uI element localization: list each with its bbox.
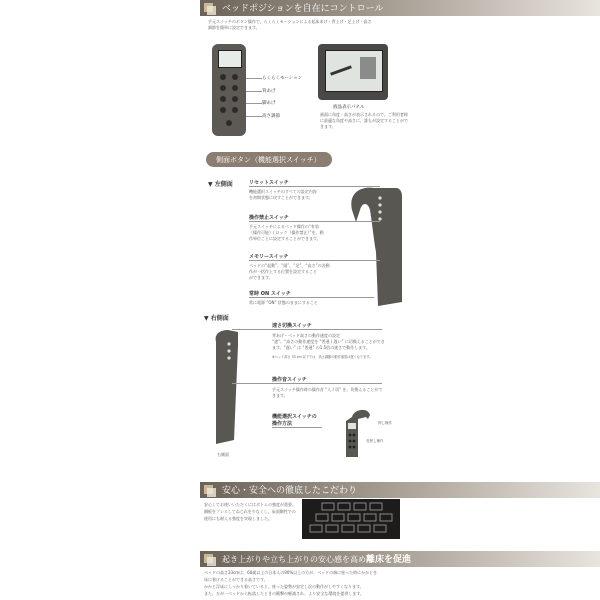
header-ornament-icon <box>207 557 216 566</box>
speed-title: 速さ切換スイッチ <box>272 323 312 329</box>
remote-lcd-icon <box>218 50 242 68</box>
memory-desc-1: ベッドの“起動”、“頭”、“足”、“高さ”の各動 <box>249 263 330 268</box>
reset-desc-2: を初期状態に戻すことができます。 <box>249 195 313 200</box>
method-title-2: 操作方法 <box>272 421 293 427</box>
lcd-desc-1: 画面に角度・高さが表示されるので、ご利用者様 <box>320 112 408 117</box>
lcd-desc-3: きます。 <box>320 124 336 129</box>
speed-desc-3: ます。“遅い” は “普通” の1.5倍の速さで動作します。 <box>272 345 370 350</box>
remote-button-icon <box>232 85 238 91</box>
section4-title-a: 起き上がりや立ち上がりの安心感を高め <box>222 555 366 564</box>
side-buttons-tag <box>206 152 332 167</box>
section4-desc-4: また、万が一ベッドから転落したときの衝撃が軽減され、より安全な環境を提供します。 <box>204 591 364 596</box>
reset-desc-1: 機能選択スイッチのすべての設定内容 <box>249 189 317 194</box>
lcd-panel-image <box>318 44 388 100</box>
sound-title: 操作音スイッチ <box>272 377 307 383</box>
section1-header <box>200 0 600 16</box>
left-side-label: 左側面 <box>214 181 233 188</box>
always-on-title: 常時 ON スイッチ <box>249 291 291 297</box>
right-side-handset-image <box>208 322 248 452</box>
memory-title: メモリースイッチ <box>249 254 289 260</box>
left-side-heading: ▼ 左側面 <box>208 181 233 188</box>
section4-desc-1: ベッドの高さ33cmは、60歳以上の日本人の90%以上の方が、ベッドの端に座った時にかかとを <box>204 570 378 575</box>
section4-desc-2: 床に着けることができる高さです。 <box>204 577 268 582</box>
press-label: 押し操作 <box>378 421 392 425</box>
callout-easy-motion: らくらくモーション <box>262 76 303 81</box>
callout-height: 高さ調節 <box>262 114 280 119</box>
sound-desc-1: 手元スイッチ操作時の操作音 “入 / 切” を、切換えることがで <box>272 387 383 392</box>
section3-title: 安心・安全への徹底したこだわり <box>222 486 358 496</box>
remote-button-icon <box>232 96 238 102</box>
speed-desc-1: 背あげ・ベッド高さの動作速度の設定 <box>272 333 340 338</box>
method-title-1: 機能選択スイッチの <box>272 414 317 420</box>
section3-desc-2: 鋼板をプレスしてねじれを少なくし、床面剛性での <box>204 509 296 514</box>
hand-remote-image <box>212 44 246 136</box>
section3-desc-3: 使用にも耐える強度を実現しました。 <box>204 516 272 521</box>
section4-title-b: 離床を促進 <box>366 555 412 565</box>
header-ornament-icon <box>207 488 216 497</box>
left-side-handset-image <box>340 182 410 312</box>
side-caption: 右側面 <box>217 452 229 457</box>
right-side-heading: ▼ 右側面 <box>204 315 229 322</box>
section4-title <box>222 552 411 565</box>
lock-desc-2: （操作可能）/ ロック（操作禁止）”を、動 <box>249 230 324 235</box>
remote-button-icon <box>220 85 226 91</box>
memory-desc-2: 作が一括作上する位置を設定すること <box>249 269 317 274</box>
section4-desc-3: かかと浮床にしっかり着いていると、座った姿勢が安定し次の動作がしやすくなります。 <box>204 584 364 589</box>
speed-desc-2: “速”、“高さの動作速度を “普通 / 遅い” に切換えることができ <box>272 339 385 344</box>
section1-title: ベッドポジションを自在にコントロール <box>222 4 384 14</box>
callout-leg-raise: 脚あげ <box>262 101 276 106</box>
section1-intro-1: 手元スイッチのボタン操作で、らくらくモーションによる起床あげ・背上げ・足上げ・高さ <box>208 19 372 24</box>
lcd-desc-2: に最適な角度や高さに、誰もが設定することがで <box>320 118 408 123</box>
long-press-label: 長押し操作 <box>366 439 384 443</box>
remote-button-icon <box>232 107 238 113</box>
remote-button-icon <box>220 96 226 102</box>
remote-button-icon <box>232 74 238 80</box>
sound-desc-2: きます。 <box>272 393 288 398</box>
callout-back-raise: 背あげ <box>262 89 276 94</box>
remote-button-icon <box>226 120 232 126</box>
speed-note: ※ベッド高さ 33 cm 以下では、高さ調節の動作速度は遅くなります。 <box>272 355 373 359</box>
lcd-screen-icon <box>325 50 383 92</box>
header-ornament-icon <box>207 6 216 15</box>
section1-intro-2: 調節を簡単に設定できます。 <box>208 25 260 30</box>
memory-desc-3: ができます。 <box>249 275 273 280</box>
section3-desc-1: 安心してお使いいただくにはボトムの強度が重要。 <box>204 502 296 507</box>
lock-desc-3: 作単位ごとに設定することができます。 <box>249 236 321 241</box>
section3-header <box>200 482 600 498</box>
remote-button-icon <box>220 74 226 80</box>
lcd-title: 液晶表示パネル <box>333 105 365 110</box>
section4-header <box>200 551 600 567</box>
remote-button-icon <box>220 107 226 113</box>
reset-title: リセットスイッチ <box>249 180 289 186</box>
side-buttons-tag-label: 側面ボタン（機能選択スイッチ） <box>216 156 321 164</box>
method-handset-image <box>340 405 380 460</box>
right-side-label: 右側面 <box>210 315 229 322</box>
lock-desc-1: 手元スイッチによるベッド操作の“有効 <box>249 224 319 229</box>
steel-bottom-photo <box>302 499 400 539</box>
always-on-desc-1: 常に電源 “ON” 状態のままにすること <box>249 300 318 305</box>
lock-title: 操作禁止スイッチ <box>249 215 289 221</box>
